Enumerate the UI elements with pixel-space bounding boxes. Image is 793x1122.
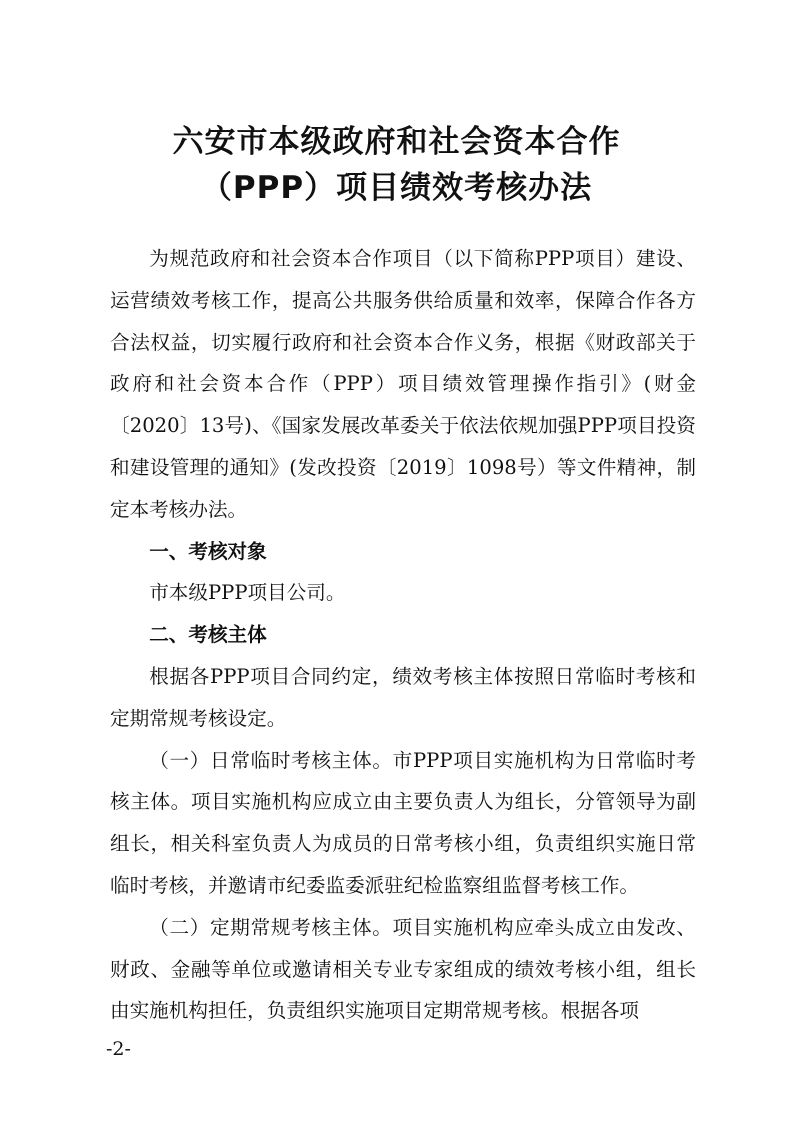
page-number: -2- — [106, 1038, 131, 1060]
subsection-1-label: （一）日常临时考核主体。 — [149, 748, 393, 772]
subsection-2-text: 项目实施机构应牵头成立由发改、财政、金融等单位或邀请相关专业专家组成的绩效考核小组，组长由实施机构担任，负责组织实施项目定期常规考核。根据各项 — [110, 915, 697, 1023]
subsection-1 — [110, 740, 696, 907]
section-heading-2: 二、考核主体 — [149, 623, 267, 647]
section-2-paragraph: 根据各PPP项目合同约定，绩效考核主体按照日常临时考核和定期常规考核设定。 — [110, 664, 696, 730]
section-heading-1: 一、考核对象 — [149, 539, 267, 563]
intro-paragraph: 为规范政府和社会资本合作项目（以下简称PPP项目）建设、运营绩效考核工作，提高公共服务供给质量和效率，保障合作各方合法权益，切实履行政府和社会资本合作义务，根据《财政部关于政府和社会资本合作（PPP）项目绩效管理操作指引》(财金〔2020〕13号)、《国家发展改革委关于依法依规加强PPP项目投资和建设管理的通知》(发改投资〔2019〕1098号）等文件精神，制定本考核办法。 — [110, 247, 696, 521]
document-body — [110, 238, 696, 1032]
document-title-line-2: （PPP）项目绩效考核办法 — [200, 170, 593, 206]
subsection-1-text: 市PPP项目实施机构为日常临时考核主体。项目实施机构应成立由主要负责人为组长，分管领导为副组长，相关科室负责人为成员的日常考核小组，负责组织实施日常临时考核，并邀请市纪委监委派驻纪检监察组监督考核工作。 — [110, 748, 696, 897]
subsection-2 — [110, 907, 696, 1032]
section-1-paragraph: 市本级PPP项目公司。 — [149, 581, 346, 605]
subsection-2-label: （二）定期常规考核主体。 — [149, 915, 393, 939]
document-title-line-1: 六安市本级政府和社会资本合作 — [172, 124, 621, 160]
